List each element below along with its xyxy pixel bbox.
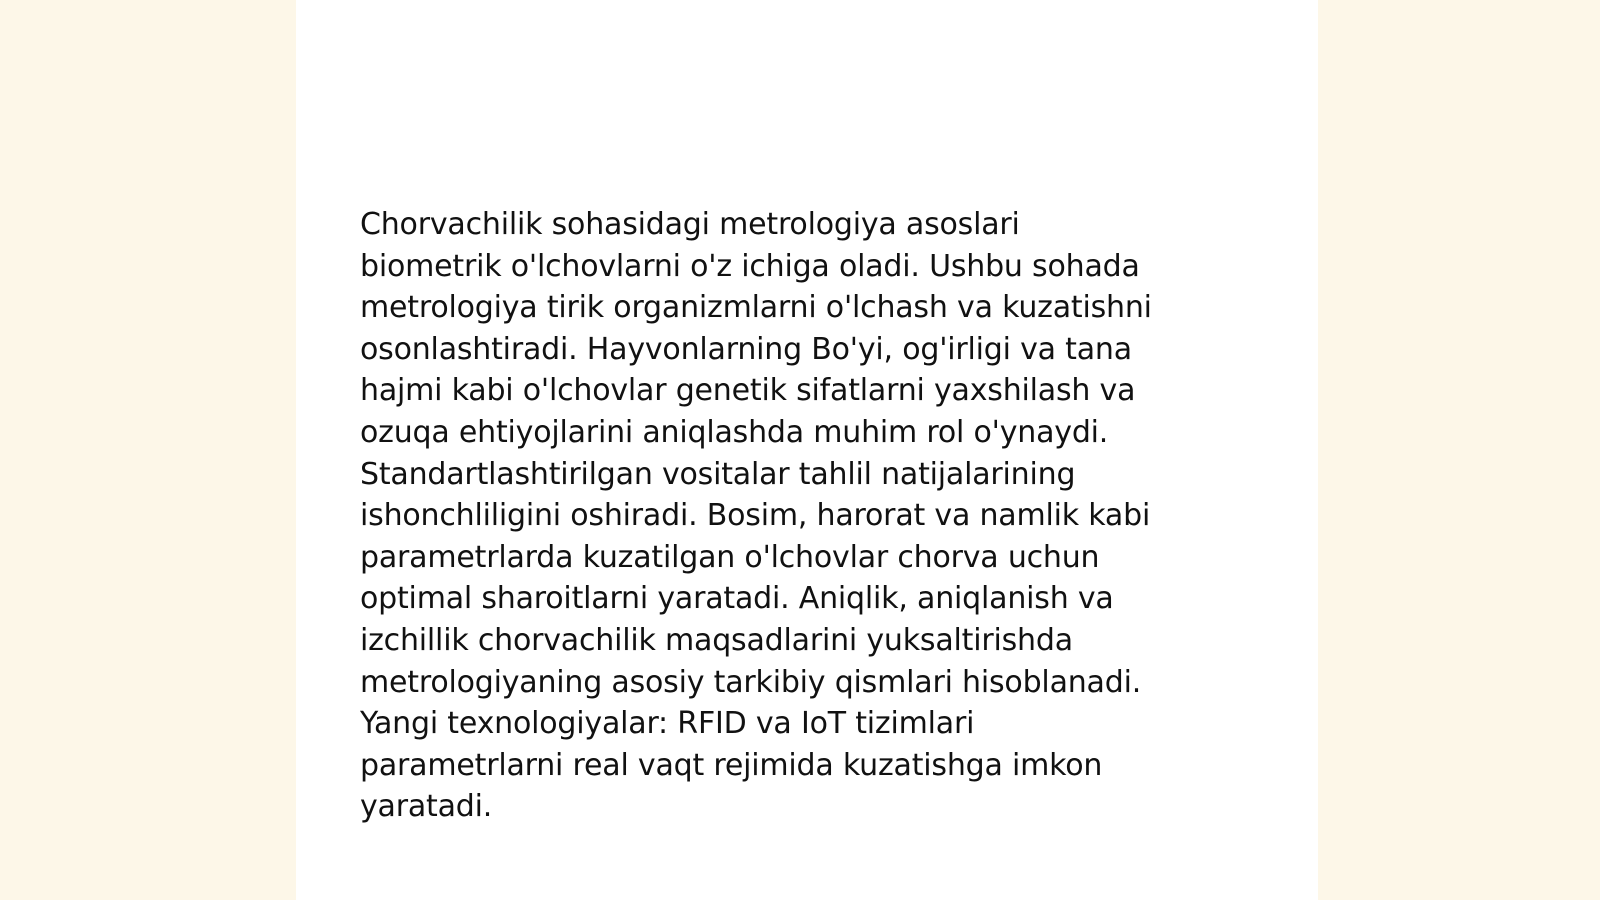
body-paragraph: Chorvachilik sohasidagi metrologiya asoslari biometrik o'lchovlarni o'z ichiga oladi. Ushbu sohada metrologiya tirik organizmlarni o'lchash va kuzatishni osonlashtiradi. Hayvonlarning Bo'yi, og'irligi va tana hajmi kabi o'lchovlar genetik sifatlarni yaxshilash va ozuqa ehtiyojlarini aniqlashda muhim rol o'ynaydi. Standartlashtirilgan vositalar tahlil natijalarining ishonchliligini oshiradi. Bosim, harorat va namlik kabi parametrlarda kuzatilgan o'lchovlar chorva uchun optimal sharoitlarni yaratadi. Aniqlik, aniqlanish va izchillik chorvachilik maqsadlarini yuksaltirishda metrologiyaning asosiy tarkibiy qismlari hisoblanadi. Yangi texnologiyalar: RFID va IoT tizimlari parametrlarni real vaqt rejimida kuzatishga imkon yaratadi. — [360, 207, 1152, 825]
slide-page — [296, 0, 1318, 900]
